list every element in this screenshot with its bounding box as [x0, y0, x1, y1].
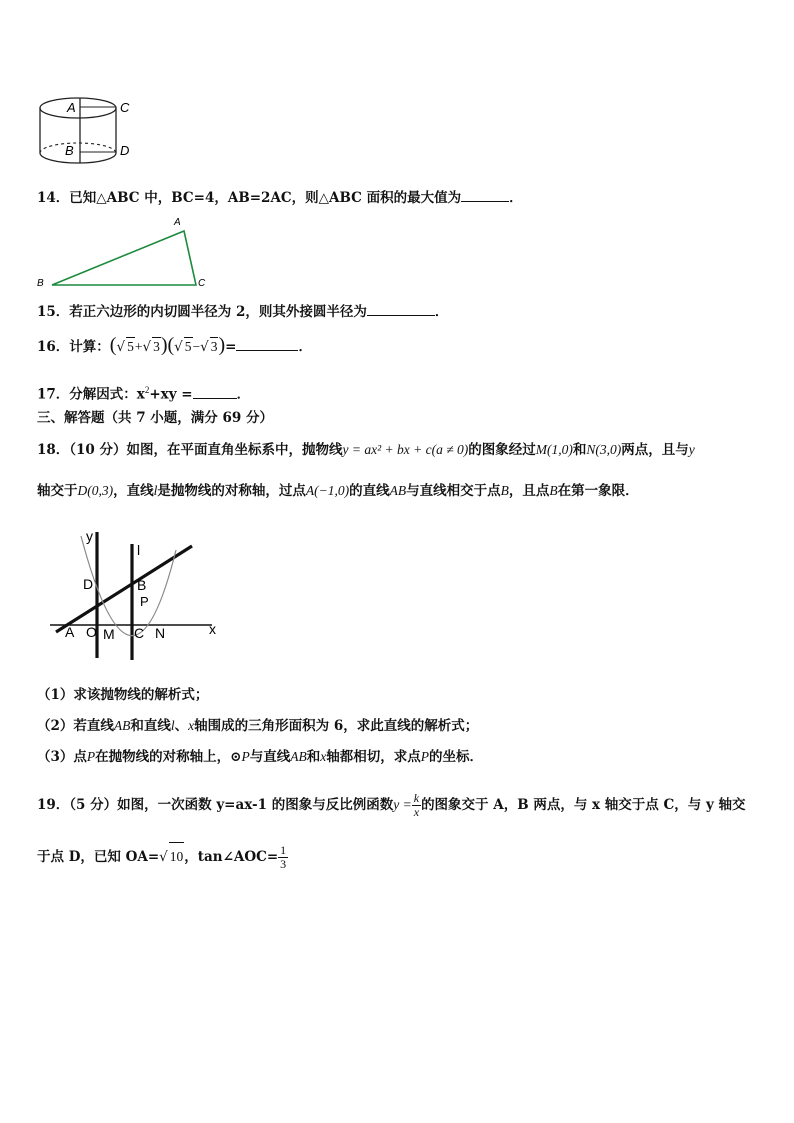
question-18-line-1: 18．（10 分）如图，在平面直角坐标系中，抛物线y = ax² + bx + c(a ≠ 0)的图象经过M(1,0)和N(3,0)两点，且与y: [37, 442, 695, 458]
section-title: 三、解答题（共 7 小题，满分 69 分）: [37, 410, 273, 426]
label-a: A: [65, 624, 75, 640]
answer-blank: [367, 301, 435, 316]
label-o: O: [86, 624, 97, 640]
label-n: N: [155, 625, 166, 641]
fraction-one-third: $\frac{1}{3}$: [280, 843, 287, 871]
label-b: B: [137, 577, 147, 593]
question-14: 14．已知△ABC 中，BC=4，AB=2AC，则△ABC 面积的最大值为 ．: [37, 187, 523, 207]
question-19-line-2: 于点 D，已知 OA=√ 10，tan∠AOC= $\frac{1}{3}$: [37, 843, 287, 871]
label-a: A: [174, 217, 181, 228]
label-c: C: [198, 278, 206, 289]
answer-blank: [236, 336, 298, 351]
cylinder-figure: [38, 88, 138, 173]
label-m: M: [103, 626, 115, 642]
answer-blank: [193, 384, 237, 399]
parabola-figure: [48, 528, 228, 663]
label-d: D: [83, 576, 94, 592]
question-18-part-3: （3）点P在抛物线的对称轴上，⊙P与直线AB和x轴都相切，求点P的坐标．: [37, 749, 483, 765]
label-c: C: [134, 625, 145, 641]
label-y: y: [86, 528, 93, 544]
label-b: B: [37, 278, 44, 289]
answer-blank: [461, 187, 509, 202]
label-a: A: [67, 100, 76, 115]
label-x: x: [209, 621, 216, 637]
question-18-line-2: 轴交于D(0,3)，直线l是抛物线的对称轴，过点A(−1,0)的直线AB与直线相交于点B，且点B在第一象限．: [37, 483, 639, 499]
label-c: C: [120, 100, 130, 115]
triangle-figure: [36, 214, 216, 290]
label-l: l: [137, 542, 141, 558]
question-18-part-2: （2）若直线AB和直线l、x轴围成的三角形面积为 6，求此直线的解析式；: [37, 718, 479, 734]
label-d: D: [120, 143, 130, 158]
question-18-part-1: （1）求该抛物线的解析式；: [37, 687, 209, 703]
fraction-k-over-x: $\frac{k}{x}$: [413, 791, 420, 819]
question-19-line-1: 19．（5 分）如图，一次函数 y=ax-1 的图象与反比例函数y = $\frac{k}{x}$ 的图象交于 A，B 两点，与 x 轴交于点 C，与 y 轴交: [37, 791, 746, 819]
label-p: P: [140, 594, 149, 609]
question-17: 17．分解因式：$x^2+xy$ = ．: [37, 385, 251, 403]
question-16: 16．计算：(√ 5+√ 3)(√ 5−√ 3)= ．: [37, 334, 312, 356]
label-b: B: [65, 143, 74, 158]
question-15: 15．若正六边形的内切圆半径为 2，则其外接圆半径为 ．: [37, 301, 448, 321]
